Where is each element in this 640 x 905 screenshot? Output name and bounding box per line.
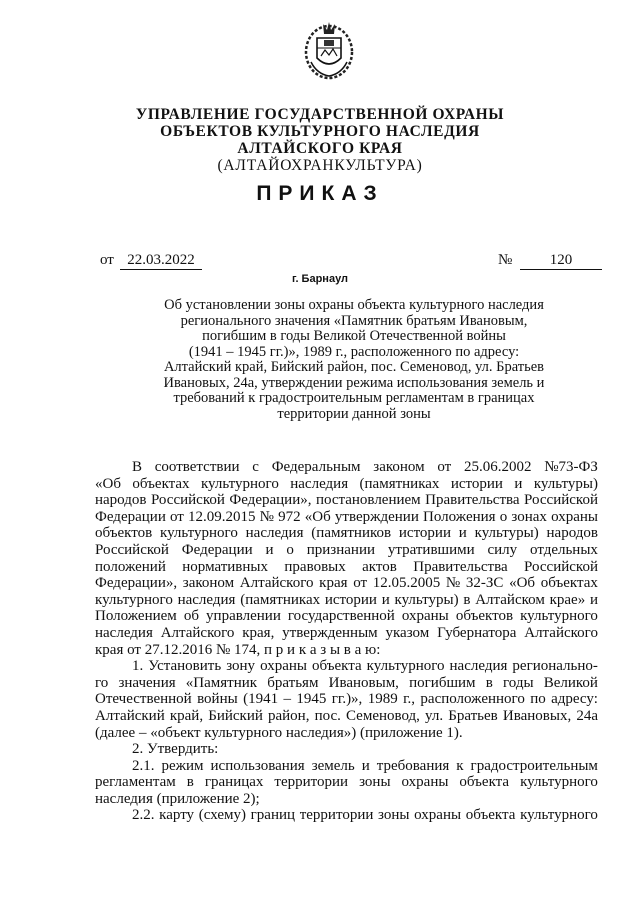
word: в bbox=[485, 674, 493, 691]
word: от bbox=[437, 459, 452, 475]
subject-line: Алтайский край, Бийский район, пос. Семеновод, ул. Братьев bbox=[163, 359, 545, 375]
word: №73-ФЗ bbox=[544, 459, 598, 475]
word: 1. bbox=[132, 658, 144, 675]
document-subject bbox=[132, 298, 576, 422]
date-prefix: от bbox=[100, 252, 114, 268]
body-line bbox=[95, 509, 598, 526]
body-line: 2. Утвердить: bbox=[132, 741, 219, 758]
word: 1945 bbox=[296, 691, 327, 708]
word: годы bbox=[502, 674, 534, 691]
body-line bbox=[95, 459, 598, 476]
word: 2.2. bbox=[132, 807, 155, 824]
word: «Памятник bbox=[185, 674, 258, 691]
word: охраны bbox=[260, 658, 307, 675]
body-line bbox=[95, 774, 598, 791]
body-line bbox=[95, 625, 598, 642]
body-line bbox=[95, 675, 598, 692]
word: культурного bbox=[160, 525, 238, 542]
word: земель bbox=[311, 757, 355, 774]
word: Великой bbox=[543, 674, 598, 691]
word: регионально- bbox=[512, 658, 598, 675]
word: культурного bbox=[366, 658, 445, 675]
word: об bbox=[183, 608, 199, 625]
word: 972 bbox=[278, 508, 301, 525]
word: утверждении bbox=[334, 508, 419, 525]
word: Федеральным bbox=[271, 459, 361, 475]
word: карту bbox=[159, 807, 195, 824]
word: силу bbox=[487, 541, 518, 558]
word: объекта bbox=[459, 774, 510, 791]
word: погибшим bbox=[409, 674, 476, 691]
body-line bbox=[95, 476, 598, 493]
word: Алтайский bbox=[95, 707, 165, 724]
document-number: 120 bbox=[520, 252, 602, 270]
word: постановлением bbox=[315, 492, 421, 509]
body-line bbox=[95, 525, 598, 542]
word: № bbox=[445, 575, 461, 592]
word: (1941 bbox=[243, 691, 279, 708]
word: Федерации bbox=[95, 508, 166, 525]
word: объектах bbox=[540, 575, 598, 592]
word: пос. bbox=[314, 707, 341, 724]
word: и bbox=[381, 591, 390, 608]
word: Российской bbox=[524, 558, 598, 575]
word: в bbox=[186, 774, 194, 791]
word: культурного bbox=[95, 591, 173, 608]
word: Российской bbox=[95, 541, 169, 558]
word: (памятников bbox=[311, 525, 392, 542]
org-short-name: (АЛТАЙОХРАНКУЛЬТУРА) bbox=[217, 157, 423, 174]
word: государственной bbox=[287, 608, 395, 625]
word: Алтайском bbox=[475, 591, 545, 608]
subject-line: Об установлении зоны охраны объекта культурного наследия bbox=[164, 297, 544, 313]
word: нормативных bbox=[182, 558, 268, 575]
word: от bbox=[170, 508, 184, 525]
word: отдельных bbox=[530, 541, 598, 558]
word: Алтайского bbox=[239, 575, 314, 592]
word: Российской bbox=[524, 492, 598, 509]
word: культурного bbox=[520, 608, 598, 625]
city-name: г. Барнаул bbox=[291, 273, 349, 285]
word: утратившими bbox=[387, 541, 475, 558]
word: объекта bbox=[465, 807, 516, 824]
word: Положением bbox=[95, 608, 177, 625]
word: войны bbox=[197, 691, 238, 708]
word: к bbox=[456, 757, 464, 774]
org-name-line-3: АЛТАЙСКОГО КРАЯ bbox=[237, 140, 403, 157]
word: границах bbox=[204, 774, 264, 791]
word: в bbox=[463, 591, 471, 608]
word: Бийский bbox=[208, 707, 263, 724]
word: 25.06.2002 bbox=[463, 459, 532, 475]
body-line bbox=[95, 492, 598, 509]
document-body bbox=[95, 459, 598, 824]
word: край, bbox=[169, 707, 204, 724]
word: (схему) bbox=[198, 807, 246, 824]
document-date: 22.03.2022 bbox=[120, 252, 202, 270]
word: законом bbox=[182, 575, 235, 592]
word: № bbox=[259, 508, 274, 525]
word: территории bbox=[274, 774, 349, 791]
word: народов bbox=[95, 492, 147, 509]
word: и bbox=[514, 475, 523, 492]
word: использования bbox=[210, 757, 305, 774]
body-line bbox=[95, 559, 598, 576]
word: зоны bbox=[378, 807, 410, 824]
word: наследия bbox=[177, 591, 236, 608]
word: Семеновод, bbox=[345, 707, 420, 724]
word: (памятниках bbox=[240, 591, 321, 608]
word: братьям bbox=[267, 674, 319, 691]
word: управлении bbox=[206, 608, 281, 625]
word: по bbox=[530, 691, 546, 708]
word: законом bbox=[373, 459, 425, 475]
word: зонах bbox=[511, 508, 547, 525]
subject-line: Ивановых, 24а, утверждении режима использования земель и bbox=[163, 374, 545, 391]
word: 12.05.2005 bbox=[372, 575, 441, 592]
word: объектов bbox=[455, 608, 514, 625]
word: утвержденным bbox=[282, 624, 378, 641]
word: Федерации bbox=[181, 541, 253, 558]
word: го bbox=[95, 674, 109, 691]
word: В bbox=[132, 459, 143, 475]
word: Федерации», bbox=[95, 575, 178, 592]
word: о bbox=[286, 541, 294, 558]
word: Алтайского bbox=[524, 624, 598, 641]
word: Братьев bbox=[448, 707, 498, 724]
word: 24а bbox=[576, 707, 598, 724]
subject-line: регионального значения «Памятник братьям Ивановым, bbox=[180, 312, 528, 329]
word: границ bbox=[250, 807, 296, 824]
word: зоны bbox=[359, 774, 391, 791]
word: и bbox=[589, 591, 598, 608]
word: указом bbox=[385, 624, 430, 641]
word: 2.1. bbox=[132, 757, 155, 774]
body-line: наследия (приложение 2); bbox=[95, 790, 260, 807]
word: значения bbox=[118, 674, 176, 691]
word: Российской bbox=[150, 492, 225, 509]
word: культуры) bbox=[394, 591, 459, 608]
word: и bbox=[265, 541, 274, 558]
word: Правительства bbox=[425, 492, 520, 509]
body-line bbox=[95, 758, 598, 775]
body-line: (далее – «объект культурного наследия») (приложение 1). bbox=[95, 724, 463, 741]
word: охраны bbox=[414, 807, 462, 824]
word: регламентам bbox=[95, 774, 176, 791]
word: режим bbox=[161, 757, 204, 774]
body-line: края от 27.12.2016 № 174, п р и к а з ы в а ю: bbox=[95, 641, 381, 658]
word: края, bbox=[242, 624, 275, 641]
date-number-line bbox=[100, 252, 600, 274]
word: с bbox=[252, 459, 259, 475]
subject-line: требований к градостроительным регламентам в границах bbox=[173, 390, 535, 406]
body-line bbox=[95, 691, 598, 708]
word: правовых bbox=[284, 558, 346, 575]
word: культурного bbox=[520, 807, 598, 824]
body-line bbox=[95, 708, 598, 725]
word: края bbox=[319, 575, 348, 592]
word: «Об bbox=[509, 575, 536, 592]
body-line bbox=[95, 658, 598, 675]
word: объектов bbox=[95, 525, 153, 542]
body-line bbox=[95, 542, 598, 559]
word: Правительства bbox=[413, 558, 508, 575]
altai-krai-coat-of-arms-emblem bbox=[303, 18, 355, 80]
body-line bbox=[95, 608, 598, 625]
word: Положения bbox=[423, 508, 496, 525]
word: адресу: bbox=[551, 691, 598, 708]
word: актов bbox=[362, 558, 397, 575]
word: охраны bbox=[401, 774, 449, 791]
word: культурного bbox=[520, 774, 598, 791]
word: положений bbox=[95, 558, 166, 575]
word: Алтайского bbox=[160, 624, 235, 641]
word: охраны bbox=[551, 508, 598, 525]
organization-header bbox=[0, 106, 640, 174]
word: Ивановых, bbox=[502, 707, 572, 724]
word: требования bbox=[376, 757, 450, 774]
word: наследия bbox=[290, 475, 349, 492]
word: Федерации», bbox=[229, 492, 312, 509]
word: градостроительным bbox=[470, 757, 598, 774]
word: территории bbox=[299, 807, 374, 824]
word: Установить bbox=[148, 658, 222, 675]
word: народов bbox=[546, 525, 598, 542]
word: 12.09.2015 bbox=[188, 508, 256, 525]
subject-line: территории данной зоны bbox=[277, 405, 431, 422]
subject-line: (1941 – 1945 гг.)», 1989 г., расположенного по адресу: bbox=[188, 343, 520, 360]
word: 32-ЗС bbox=[465, 575, 504, 592]
word: истории bbox=[450, 475, 503, 492]
word: «Об bbox=[304, 508, 331, 525]
document-type-title: ПРИКАЗ bbox=[256, 182, 384, 205]
body-line bbox=[95, 807, 598, 824]
word: культуры) bbox=[533, 475, 598, 492]
word: о bbox=[499, 508, 508, 525]
word: признании bbox=[306, 541, 375, 558]
word: расположенного bbox=[420, 691, 525, 708]
word: крае» bbox=[549, 591, 586, 608]
body-line bbox=[95, 575, 598, 592]
word: наследия bbox=[449, 658, 508, 675]
org-name-line-2: ОБЪЕКТОВ КУЛЬТУРНОГО НАСЛЕДИЯ bbox=[160, 123, 480, 140]
word: истории bbox=[398, 525, 451, 542]
word: наследия bbox=[95, 624, 153, 641]
body-line bbox=[95, 592, 598, 609]
word: объекта bbox=[311, 658, 362, 675]
word: район, bbox=[267, 707, 310, 724]
word: объектах bbox=[132, 475, 190, 492]
word: «Об bbox=[95, 475, 121, 492]
word: культурного bbox=[200, 475, 279, 492]
word: г., bbox=[403, 691, 416, 708]
number-prefix: № bbox=[498, 252, 513, 268]
word: (памятниках bbox=[359, 475, 440, 492]
word: Ивановым, bbox=[328, 674, 399, 691]
word: зону bbox=[226, 658, 256, 675]
word: и bbox=[458, 525, 467, 542]
word: гг.)», bbox=[331, 691, 363, 708]
word: и bbox=[361, 757, 370, 774]
word: Отечественной bbox=[95, 691, 192, 708]
word: от bbox=[353, 575, 368, 592]
word: наследия bbox=[245, 525, 304, 542]
word: Губернатора bbox=[437, 624, 517, 641]
word: – bbox=[283, 691, 291, 708]
word: охраны bbox=[401, 608, 449, 625]
word: культуры) bbox=[474, 525, 539, 542]
word: соответствии bbox=[154, 459, 240, 475]
word: ул. bbox=[425, 707, 444, 724]
subject-line: погибшим в годы Великой Отечественной войны bbox=[202, 328, 506, 344]
word: истории bbox=[324, 591, 377, 608]
word: 1989 bbox=[367, 691, 398, 708]
org-name-line-1: УПРАВЛЕНИЕ ГОСУДАРСТВЕННОЙ ОХРАНЫ bbox=[135, 106, 505, 123]
